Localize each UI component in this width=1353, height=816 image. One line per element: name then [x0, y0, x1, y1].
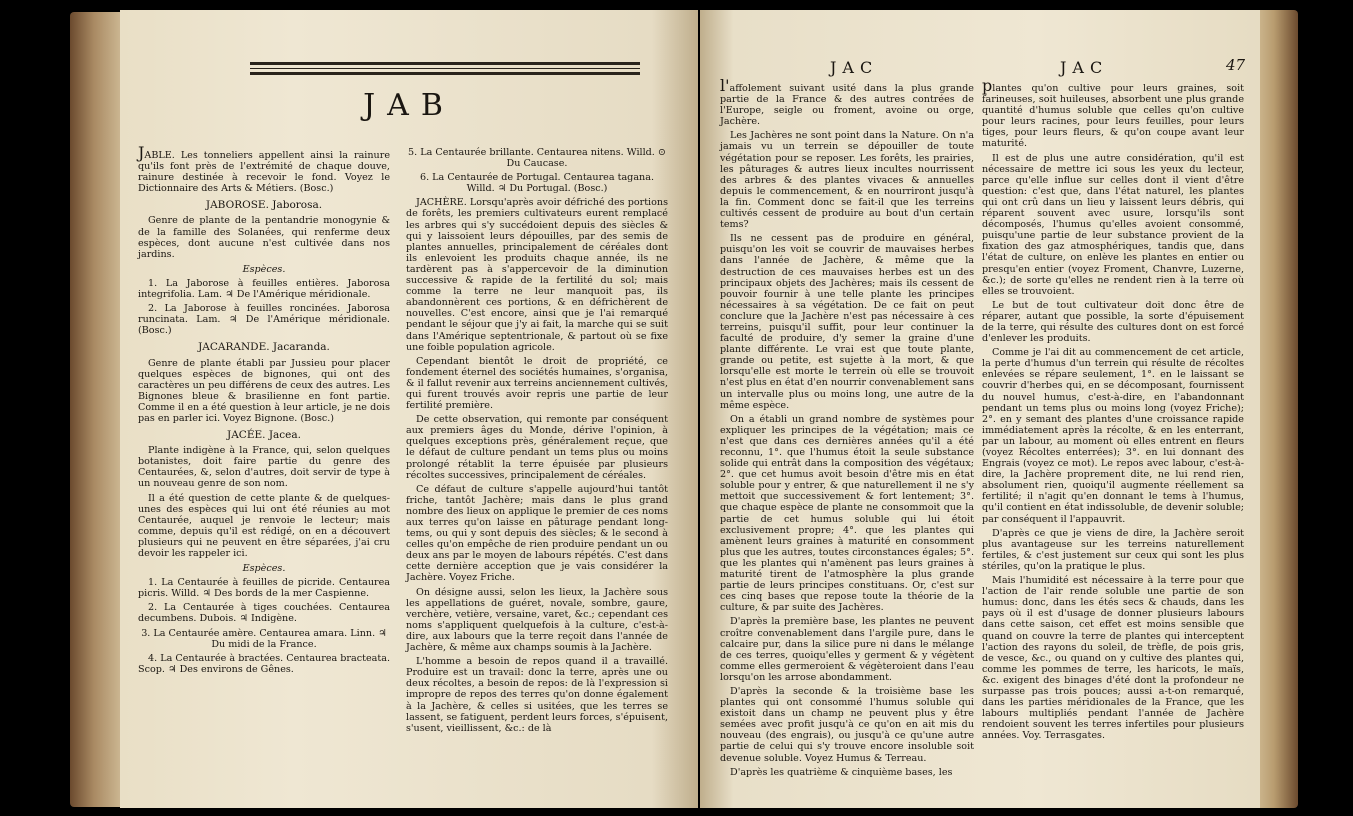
paragraph: l'affolement suivant usité dans la plus grande partie de la France & des autres contrées de l'Europe, seigle ou froment, avoine ou orge, Jachère. [720, 76, 974, 128]
entry-heading: JACÉE. Jacea. [227, 429, 301, 442]
page-header: JAB [363, 88, 455, 123]
ornament-rule [250, 68, 640, 69]
paragraph: 5. La Centaurée brillante. Centaurea nitens. Willd. ⊙ Du Caucase. [408, 147, 666, 170]
right-page [700, 10, 1260, 808]
section-subheading: Espèces. [242, 263, 286, 275]
running-head-right: JAC [1060, 58, 1109, 77]
paragraph: 3. La Centaurée amère. Centaurea amara. Linn. ♃ Du midi de la France. [141, 627, 387, 650]
paragraph: L'homme a besoin de repos quand il a travaillé. Produire est un travail: donc la terre, après une ou deux récoltes, a besoin de repos: de là l'expression si impropre de repos des terres qu'on donne également à la Jachère, & celles si usitées, que les terres se lassent, se fatiguent, perdent leurs forces, s'épuisent, s'usent, vieillissent, &c.: de là [406, 656, 668, 734]
paragraph: On désigne aussi, selon les lieux, la Jachère sous les appellations de guéret, novale, sombre, gaure, verchère, vetière, versaine, varet, &c.; cependant ces noms s'appliquent quelquefois à la culture, c'est-à-dire, aux labours que la terre reçoit dans l'année de Jachère, & même aux champs soumis à la Jachère. [406, 586, 668, 654]
paragraph: 4. La Centaurée à bractées. Centaurea bracteata. Scop. ♃ Des environs de Gênes. [138, 652, 390, 675]
paragraph: Ils ne cessent pas de produire en général, puisqu'on les voit se couvrir de mauvaises herbes dans l'année de Jachère, & même que la destruction de ces mauvaises herbes est un des principaux objets des Jachères; mais ils cessent de pouvoir fournir à une telle plante les principes nécessaires à sa végétation. De ce fait on peut conclure que la Jachère n'est pas nécessaire à ces terreins, puisqu'il suffit, pour leur continuer la faculté de produire, d'y semer la graine d'une plante différente. Le vrai est que toute plante, grande ou petite, est sujette à la mort, & que lorsqu'elle est morte le terrein où elle se trouvoit n'est plus en état d'en nourrir convenablement sans un intervalle plus ou moins long, une autre de la même espèce. [720, 233, 974, 411]
entry-heading: JACARANDE. Jacaranda. [198, 341, 330, 354]
paragraph: Genre de plante établi par Jussieu pour placer quelques espèces de bignones, qui ont des caractères un peu différens de ceux des autres. Les Bignones bleue & brasilienne en font partie. Comme il en a été question à leur article, je ne dois pas en parler ici. Voyez Bignone. (Bosc.) [138, 357, 390, 424]
paragraph: 6. La Centaurée de Portugal. Centaurea tagana. Willd. ♃ Du Portugal. (Bosc.) [419, 172, 654, 195]
paragraph: plantes qu'on cultive pour leurs graines, soit farineuses, soit huileuses, absorbent une plus grande quantité d'humus soluble que celles qu'on cultive pour leurs racines, pour leurs feuilles, pour leurs tiges, pour leurs fleurs, & qu'on coupe avant leur maturité. [982, 76, 1244, 150]
paragraph: Le but de tout cultivateur doit donc être de réparer, autant que possible, la sorte d'épuisement de la terre, qui résulte des cultures dont on est forcé d'enlever les produits. [982, 299, 1244, 345]
paragraph: D'après les quatrième & cinquième bases, les [730, 766, 953, 778]
page-number: 47 [1226, 56, 1246, 74]
ornament-rule [250, 72, 640, 75]
paragraph: Comme je l'ai dit au commencement de cet article, la perte d'humus d'un terrein qui résulte de récoltes enlevées se répare seulement, 1°. en le laissant se couvrir d'herbes qui, en se décomposant, fournissent du nouvel humus, c'est-à-dire, en l'abandonnant pendant un tems plus ou moins long (voyez Friche); 2°. en y semant des plantes d'une croissance rapide immédiatement après la récolte, & en les enterrant, par un labour, au moment où elles entrent en fleurs (voyez Récoltes enterrées); 3°. en lui donnant des Engrais (voyez ce mot). Le repos avec labour, c'est-à-dire, la Jachère proprement dite, ne lui rend rien, absolument rien, quoiqu'il augmente réellement sa fertilité; il n'agit qu'en donnant le tems à l'humus, qu'il contient en état indissoluble, de devenir soluble; par conséquent il l'appauvrit. [982, 347, 1244, 525]
paragraph: Il est de plus une autre considération, qu'il est nécessaire de mettre ici sous les yeux du lecteur, parce qu'elle influe sur celles dont il vient d'être question: c'est que, dans l'état naturel, les plantes qui ont crû dans un lieu y laissent leurs débris, qui réparent souvent avec usure, lorsqu'ils sont décomposés, l'humus qu'elles avoient consommé, puisqu'une partie de leur substance provient de la fixation des gaz atmosphériques, tandis que, dans l'état de culture, on enlève les plantes en entier ou presqu'en entier (voyez Froment, Chanvre, Luzerne, &c.); de sorte qu'elles ne rendent rien à la terre où elles se trouvoient. [982, 152, 1244, 297]
entry-heading: JABOROSE. Jaborosa. [205, 199, 323, 212]
text-column [982, 76, 1244, 744]
running-head-left: JAC [830, 58, 879, 77]
text-column [138, 143, 390, 678]
paragraph: On a établi un grand nombre de systèmes pour expliquer les principes de la végétation; mais ce n'est que dans ces dernières années qu'il a été reconnu, 1°. que l'humus étoit la seule substance solide qui entrât dans la composition des végétaux; 2°. que cet humus avoit besoin d'être mis en état soluble pour y entrer, & que naturellement il ne s'y mettoit que successivement & fort lentement; 3°. que chaque espèce de plante ne consommoit que la partie de cet humus soluble qui lui étoit exclusivement propre; 4°. que les plantes qui amènent leurs graines à maturité en consomment plus que les autres, toutes circonstances égales; 5°. que les plantes qui n'amènent pas leurs graines à maturité tirent de l'atmosphère la plus grande partie de leurs principes constituans. Or, c'est sur ces cinq bases que repose toute la théorie de la culture, & par suite des Jachères. [720, 413, 974, 614]
paragraph: Il a été question de cette plante & de quelques-unes des espèces qui lui ont été réunies au mot Centaurée, auquel je renvoie le lecteur; mais comme, depuis qu'il est rédigé, on en a découvert plusieurs qui ne peuvent en être séparées, j'ai cru devoir les rappeler ici. [138, 492, 390, 559]
paragraph: 2. La Jaborose à feuilles roncinées. Jaborosa runcinata. Lam. ♃ De l'Amérique méridionale. (Bosc.) [138, 303, 390, 337]
paragraph: D'après la première base, les plantes ne peuvent croître convenablement dans l'argile pure, dans le calcaire pur, dans la silice pure ni dans le mélange de ces terres, quoiqu'elles y germent & y végètent comme elles germeroient & végèteroient dans l'eau lorsqu'on les arrose abondamment. [720, 616, 974, 683]
paragraph: Plante indigène à la France, qui, selon quelques botanistes, doit faire partie du genre des Centaurées, &, selon d'autres, doit servir de type à un nouveau genre de son nom. [138, 445, 390, 490]
paragraph: Cependant bientôt le droit de propriété, ce fondement éternel des sociétés humaines, s'organisa, & il fallut revenir aux terreins anciennement cultivés, qui furent trouvés avoir repris une partie de leur fertilité première. [406, 355, 668, 412]
paragraph: JABLE. Les tonneliers appellent ainsi la rainure qu'ils font près de l'extrémité de chaque douve, rainure destinée à recevoir le fond. Voyez le Dictionnaire des Arts & Métiers. (Bosc.) [138, 143, 390, 195]
paragraph: JACHÈRE. Lorsqu'après avoir défriché des portions de forêts, les premiers cultivateurs eurent remplacé les arbres qui s'y succédoient depuis des siècles & qui y laissoient leurs dépouilles, par des semis de plantes annuelles, principalement de céréales dont ils enlevoient les produits chaque année, ils ne tardèrent pas à s'appercevoir de la diminution successive & rapide de la fertilité du sol; mais comme la terre ne leur manquoit pas, ils abandonnèrent ces portions, & en défrichèrent de nouvelles. C'est encore, ainsi que je l'ai remarqué pendant le séjour que j'y ai fait, la marche qui se suit dans l'Amérique septentrionale, & partout où se fixe une foible population agricole. [406, 197, 668, 353]
ornament-rule [250, 62, 640, 65]
text-column [720, 76, 974, 781]
paragraph: 1. La Centaurée à feuilles de picride. Centaurea picris. Willd. ♃ Des bords de la mer Caspienne. [138, 577, 390, 600]
left-page [120, 10, 698, 808]
paragraph: 2. La Centaurée à tiges couchées. Centaurea decumbens. Dubois. ♃ Indigène. [138, 602, 390, 625]
paragraph: 1. La Jaborose à feuilles entières. Jaborosa integrifolia. Lam. ♃ De l'Amérique méridionale. [138, 277, 390, 301]
text-column [406, 147, 668, 737]
paragraph: Ce défaut de culture s'appelle aujourd'hui tantôt friche, tantôt Jachère; mais dans le plus grand nombre des lieux on applique le premier de ces noms aux terres qu'on laisse en pâturage pendant long-tems, ou qui y sont depuis des siècles; & le second à celles qu'on empêche de rien produire pendant un ou deux ans par le moyen de labours répétés. C'est dans cette dernière acception que je vais considérer la Jachère. Voyez Friche. [406, 483, 668, 584]
section-subheading: Espèces. [242, 563, 286, 575]
paragraph: D'après ce que je viens de dire, la Jachère seroit plus avantageuse sur les terreins naturellement fertiles, & c'est justement sur ceux qui sont les plus stériles, qu'on la pratique le plus. [982, 527, 1244, 572]
paragraph: D'après la seconde & la troisième base les plantes qui ont consommé l'humus soluble qui existoit dans un champ ne peuvent plus y être semées avec profit jusqu'à ce qu'on en ait mis du nouveau (des engrais), ou jusqu'à ce qu'une autre partie de celui qui s'y trouve encore insoluble soit devenue soluble. Voyez Humus & Terreau. [720, 685, 974, 764]
paragraph: Mais l'humidité est nécessaire à la terre pour que l'action de l'air rende soluble une partie de son humus: donc, dans les étés secs & chauds, dans les pays où il est d'usage de donner plusieurs labours dans cette saison, cet effet est moins sensible que quand on couvre la terre de plantes qui interceptent l'action des rayons du soleil, de trèfle, de pois gris, de vesce, &c., ou quand on y cultive des plantes qui, comme les pommes de terre, les haricots, le maïs, &c. exigent des binages d'été dont la profondeur ne surpasse pas trois pouces; aussi a-t-on remarqué, dans les parties méridionales de la France, que les labours multipliés pendant l'année de Jachère rendoient souvent les terres infertiles pour plusieurs années. Voy. Terrasgates. [982, 575, 1244, 742]
paragraph: Genre de plante de la pentandrie monogynie & de la famille des Solanées, qui renferme deux espèces, dont aucune n'est cultivée dans nos jardins. [138, 215, 390, 260]
paragraph: De cette observation, qui remonte par conséquent aux premiers âges du Monde, dérive l'opinion, à quelques exceptions près, généralement reçue, que le défaut de culture pendant un tems plus ou moins prolongé rétablit la terre épuisée par plusieurs récoltes successives, principalement de céréales. [406, 414, 668, 481]
paragraph: Les Jachères ne sont point dans la Nature. On n'a jamais vu un terrein se dépouiller de toute végétation pour se reposer. Les forêts, les prairies, les pâturages & autres lieux incultes nourrissent des arbres & des plantes vivaces & annuelles depuis le commencement, & en nourriront jusqu'à la fin. Comment donc se fait-il que les terreins cultivés cessent de produire au bout d'un certain tems? [720, 130, 974, 231]
